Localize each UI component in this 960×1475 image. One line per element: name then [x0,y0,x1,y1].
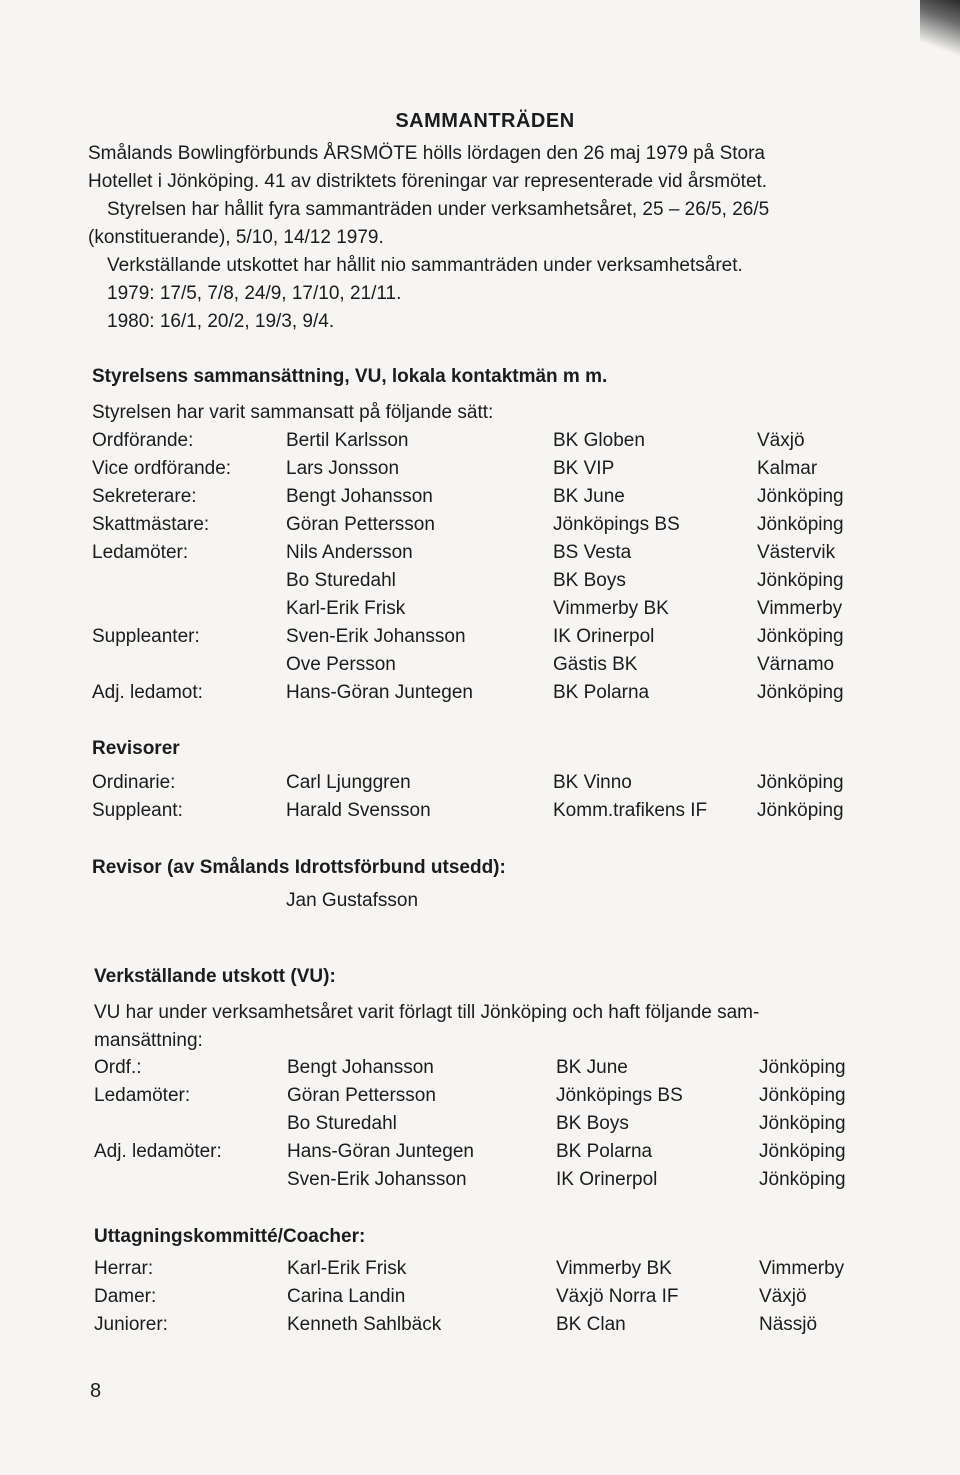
table-row [0,769,960,797]
name-cell: Kenneth Sahlbäck [287,1314,442,1335]
city-cell: Jönköping [757,626,844,647]
name-cell: Carina Landin [287,1286,406,1307]
club-cell: Jönköpings BS [556,1085,683,1106]
intro-line: Hotellet i Jönköping. 41 av distriktets föreningar var representerade vid årsmötet. [88,171,768,192]
role-cell: Adj. ledamöter: [94,1141,222,1162]
city-cell: Jönköping [759,1113,846,1134]
city-cell: Jönköping [757,682,844,703]
club-cell: Gästis BK [553,654,638,675]
vu-description-line: VU har under verksamhetsåret varit förlagt till Jönköping och haft följande sam- [94,1002,760,1023]
name-cell: Bo Sturedahl [286,570,396,591]
vu-description-line: mansättning: [94,1030,203,1051]
role-cell: Adj. ledamot: [92,682,203,703]
name-cell: Karl-Erik Frisk [287,1258,407,1279]
intro-line: Smålands Bowlingförbunds ÅRSMÖTE hölls lördagen den 26 maj 1979 på Stora [88,143,765,164]
role-cell: Vice ordförande: [92,458,232,479]
city-cell: Vimmerby [757,598,843,619]
club-cell: IK Orinerpol [556,1169,658,1190]
table-row [0,797,960,825]
table-row [0,595,960,623]
city-cell: Värnamo [757,654,835,675]
city-cell: Jönköping [757,486,844,507]
club-cell: BK Polarna [553,682,650,703]
table-row [0,567,960,595]
table-row [0,679,960,707]
table-row [0,511,960,539]
role-cell: Ledamöter: [92,542,189,563]
club-cell: Vimmerby BK [556,1258,672,1279]
table-row [0,427,960,455]
name-cell: Bo Sturedahl [287,1113,397,1134]
club-cell: Växjö Norra IF [556,1286,679,1307]
intro-line: Verkställande utskottet har hållit nio sammanträden under verksamhetsåret. [107,255,743,276]
city-cell: Vimmerby [759,1258,845,1279]
table-row [0,1255,960,1283]
club-cell: BK Vinno [553,772,632,793]
city-cell: Jönköping [759,1085,846,1106]
sif-auditor-heading: Revisor (av Smålands Idrottsförbund utsedd): [92,857,506,878]
name-cell: Karl-Erik Frisk [286,598,406,619]
name-cell: Harald Svensson [286,800,431,821]
club-cell: IK Orinerpol [553,626,655,647]
table-row [0,1082,960,1110]
page-number: 8 [90,1380,102,1402]
table-row [0,651,960,679]
name-cell: Hans-Göran Juntegen [286,682,473,703]
club-cell: BK Globen [553,430,645,451]
club-cell: Komm.trafikens IF [553,800,708,821]
role-cell: Ordf.: [94,1057,142,1078]
table-row [0,455,960,483]
coaches-heading: Uttagningskommitté/Coacher: [94,1226,366,1247]
auditors-heading: Revisorer [92,738,180,759]
city-cell: Jönköping [757,570,844,591]
club-cell: BK VIP [553,458,615,479]
name-cell: Lars Jonsson [286,458,400,479]
club-cell: BS Vesta [553,542,632,563]
club-cell: BK June [553,486,625,507]
city-cell: Västervik [757,542,836,563]
role-cell: Damer: [94,1286,157,1307]
vu-description [94,999,904,1055]
page-edge-shadow [920,0,960,80]
name-cell: Göran Pettersson [286,514,435,535]
intro-line: 1979: 17/5, 7/8, 24/9, 17/10, 21/11. [107,283,402,304]
intro-line: 1980: 16/1, 20/2, 19/3, 9/4. [107,311,335,332]
name-cell: Hans-Göran Juntegen [287,1141,474,1162]
table-row [0,1054,960,1082]
name-cell: Sven-Erik Johansson [286,626,466,647]
board-lead: Styrelsen har varit sammansatt på följande sätt: [92,402,494,423]
name-cell: Sven-Erik Johansson [287,1169,467,1190]
role-cell: Herrar: [94,1258,154,1279]
role-cell: Suppleanter: [92,626,200,647]
role-cell: Skattmästare: [92,514,210,535]
board-heading: Styrelsens sammansättning, VU, lokala kontaktmän m m. [92,366,608,387]
table-row [0,1311,960,1339]
role-cell: Ordinarie: [92,772,176,793]
role-cell: Ledamöter: [94,1085,191,1106]
city-cell: Växjö [759,1286,807,1307]
name-cell: Bengt Johansson [287,1057,434,1078]
table-row [0,623,960,651]
role-cell: Ordförande: [92,430,194,451]
coaches-table [0,1255,960,1339]
table-row [0,1283,960,1311]
club-cell: BK June [556,1057,628,1078]
role-cell: Juniorer: [94,1314,168,1335]
city-cell: Jönköping [759,1169,846,1190]
club-cell: BK Clan [556,1314,626,1335]
auditors-table [0,769,960,825]
city-cell: Jönköping [757,514,844,535]
name-cell: Göran Pettersson [287,1085,436,1106]
name-cell: Carl Ljunggren [286,772,411,793]
vu-table [0,1054,960,1194]
role-cell: Sekreterare: [92,486,197,507]
name-cell: Bengt Johansson [286,486,433,507]
club-cell: Vimmerby BK [553,598,669,619]
sif-auditor-name: Jan Gustafsson [286,890,419,911]
page-title: SAMMANTRÄDEN [395,110,575,132]
name-cell: Ove Persson [286,654,396,675]
city-cell: Jönköping [759,1141,846,1162]
role-cell: Suppleant: [92,800,183,821]
table-row [0,483,960,511]
intro-line: Styrelsen har hållit fyra sammanträden under verksamhetsåret, 25 – 26/5, 26/5 [107,199,770,220]
club-cell: Jönköpings BS [553,514,680,535]
board-table [0,427,960,707]
table-row [0,1110,960,1138]
table-row [0,1166,960,1194]
table-row [0,1138,960,1166]
name-cell: Nils Andersson [286,542,413,563]
table-row [0,539,960,567]
city-cell: Växjö [757,430,805,451]
city-cell: Nässjö [759,1314,818,1335]
name-cell: Bertil Karlsson [286,430,409,451]
intro-line: (konstituerande), 5/10, 14/12 1979. [88,227,384,248]
city-cell: Jönköping [757,800,844,821]
club-cell: BK Polarna [556,1141,653,1162]
vu-heading: Verkställande utskott (VU): [94,966,336,987]
city-cell: Kalmar [757,458,818,479]
city-cell: Jönköping [757,772,844,793]
club-cell: BK Boys [553,570,626,591]
intro-paragraph [88,140,898,336]
club-cell: BK Boys [556,1113,629,1134]
city-cell: Jönköping [759,1057,846,1078]
